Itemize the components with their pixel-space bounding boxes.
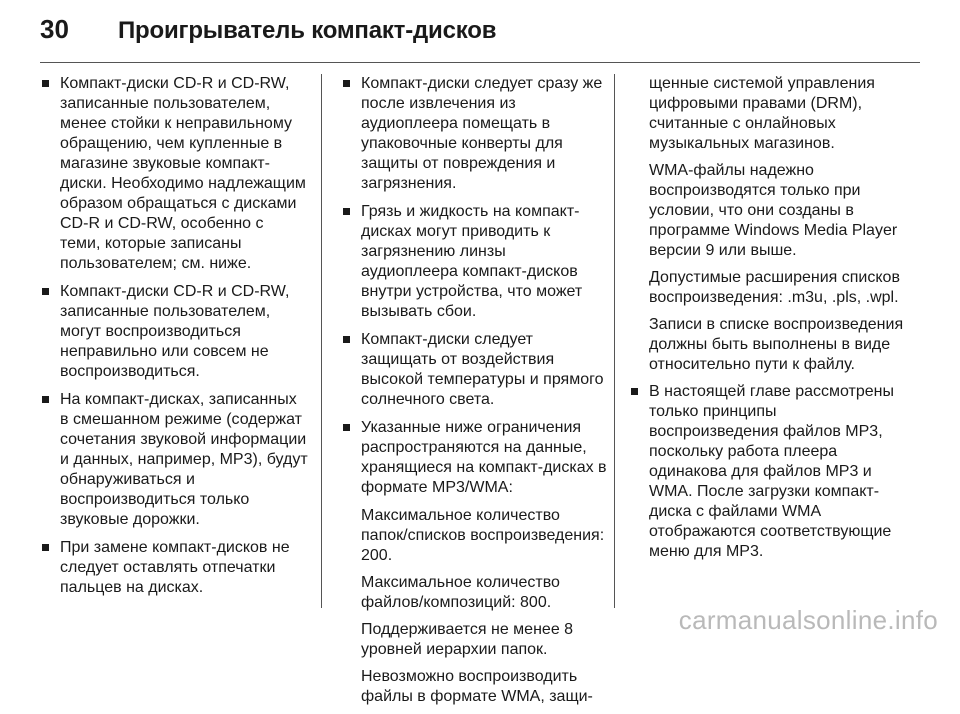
limit-paragraph: Невозможно воспроизводить файлы в формате WMA, защи- bbox=[361, 668, 593, 705]
limit-paragraph: Максимальное количество файлов/композиций: 800. bbox=[361, 574, 560, 611]
bullet-text: Грязь и жидкость на компакт-дисках могут приводить к загрязнению линзы аудиоплеера компакт-дисков внутри устройства, что может вызывать сбои. bbox=[361, 203, 583, 320]
column-divider bbox=[321, 74, 322, 608]
watermark: carmanualsonline.info bbox=[678, 605, 938, 635]
bullet-text: Компакт-диски CD-R и CD-RW, записанные пользователем, менее стойки к неправильному обращению, чем купленные в магазине звуковые компакт-диски. Необходимо надлежащим образом обращаться с дисками CD-R и CD-RW, особенно с теми, которые записаны пользователем; см. ниже. bbox=[60, 75, 306, 272]
bullet-item bbox=[337, 418, 607, 498]
bullet-text: Компакт-диски следует сразу же после извлечения из аудиоплеера помещать в упаковочные конверты для защиты от повреждения и загрязнения. bbox=[361, 75, 603, 192]
bullet-text: В настоящей главе рассмотрены только принципы воспроизведения файлов MP3, поскольку работа плеера одинакова для файлов MP3 и WMA. После загрузки компакт-диска с файлами WMA отображаются соответствующие меню для MP3. bbox=[649, 383, 895, 560]
bullet-item bbox=[337, 74, 607, 194]
column-3 bbox=[625, 74, 905, 570]
continued-paragraph: щенные системой управления цифровыми правами (DRM), считанные с онлайновых музыкальных магазинов. bbox=[649, 75, 875, 152]
column-divider bbox=[614, 74, 615, 608]
limit-paragraph: Максимальное количество папок/списков воспроизведения: 200. bbox=[361, 507, 605, 564]
bullet-square-icon bbox=[42, 288, 49, 295]
bullet-item bbox=[36, 74, 308, 274]
bullet-text: Указанные ниже ограничения распространяются на данные, хранящиеся на компакт-дисках в формате MP3/WMA: bbox=[361, 419, 607, 496]
limit-paragraph: Поддерживается не менее 8 уровней иерархии папок. bbox=[361, 621, 574, 658]
bullet-square-icon bbox=[343, 424, 350, 431]
bullet-square-icon bbox=[343, 336, 350, 343]
bullet-square-icon bbox=[42, 396, 49, 403]
bullet-item bbox=[337, 330, 607, 410]
page-title: Проигрыватель компакт-дисков bbox=[118, 17, 497, 44]
bullet-item bbox=[36, 390, 308, 530]
bullet-square-icon bbox=[42, 80, 49, 87]
page-number: 30 bbox=[40, 14, 69, 44]
bullet-text: При замене компакт-дисков не следует оставлять отпечатки пальцев на дисках. bbox=[60, 539, 290, 596]
header-rule bbox=[40, 62, 920, 63]
bullet-square-icon bbox=[631, 388, 638, 395]
bullet-square-icon bbox=[343, 208, 350, 215]
bullet-square-icon bbox=[42, 544, 49, 551]
bullet-square-icon bbox=[343, 80, 350, 87]
info-paragraph: Допустимые расширения списков воспроизведения: .m3u, .pls, .wpl. bbox=[649, 269, 900, 306]
bullet-item bbox=[36, 282, 308, 382]
bullet-text: Компакт-диски следует защищать от воздействия высокой температуры и прямого солнечного света. bbox=[361, 331, 604, 408]
bullet-text: Компакт-диски CD-R и CD-RW, записанные пользователем, могут воспроизводиться неправильно или совсем не воспроизводиться. bbox=[60, 283, 290, 380]
column-1 bbox=[36, 74, 308, 606]
bullet-item bbox=[625, 382, 905, 562]
page-header bbox=[40, 14, 496, 50]
info-paragraph: Записи в списке воспроизведения должны быть выполнены в виде относительно пути к файлу. bbox=[649, 316, 904, 373]
bullet-item bbox=[36, 538, 308, 598]
column-2 bbox=[337, 74, 607, 714]
bullet-text: На компакт-дисках, записанных в смешанном режиме (содержат сочетания звуковой информации и данных, например, MP3), будут обнаруживаться и воспроизводиться только звуковые дорожки. bbox=[60, 391, 308, 528]
bullet-item bbox=[337, 202, 607, 322]
info-paragraph: WMA-файлы надежно воспроизводятся только при условии, что они созданы в программе Windows Media Player версии 9 или выше. bbox=[649, 162, 898, 259]
